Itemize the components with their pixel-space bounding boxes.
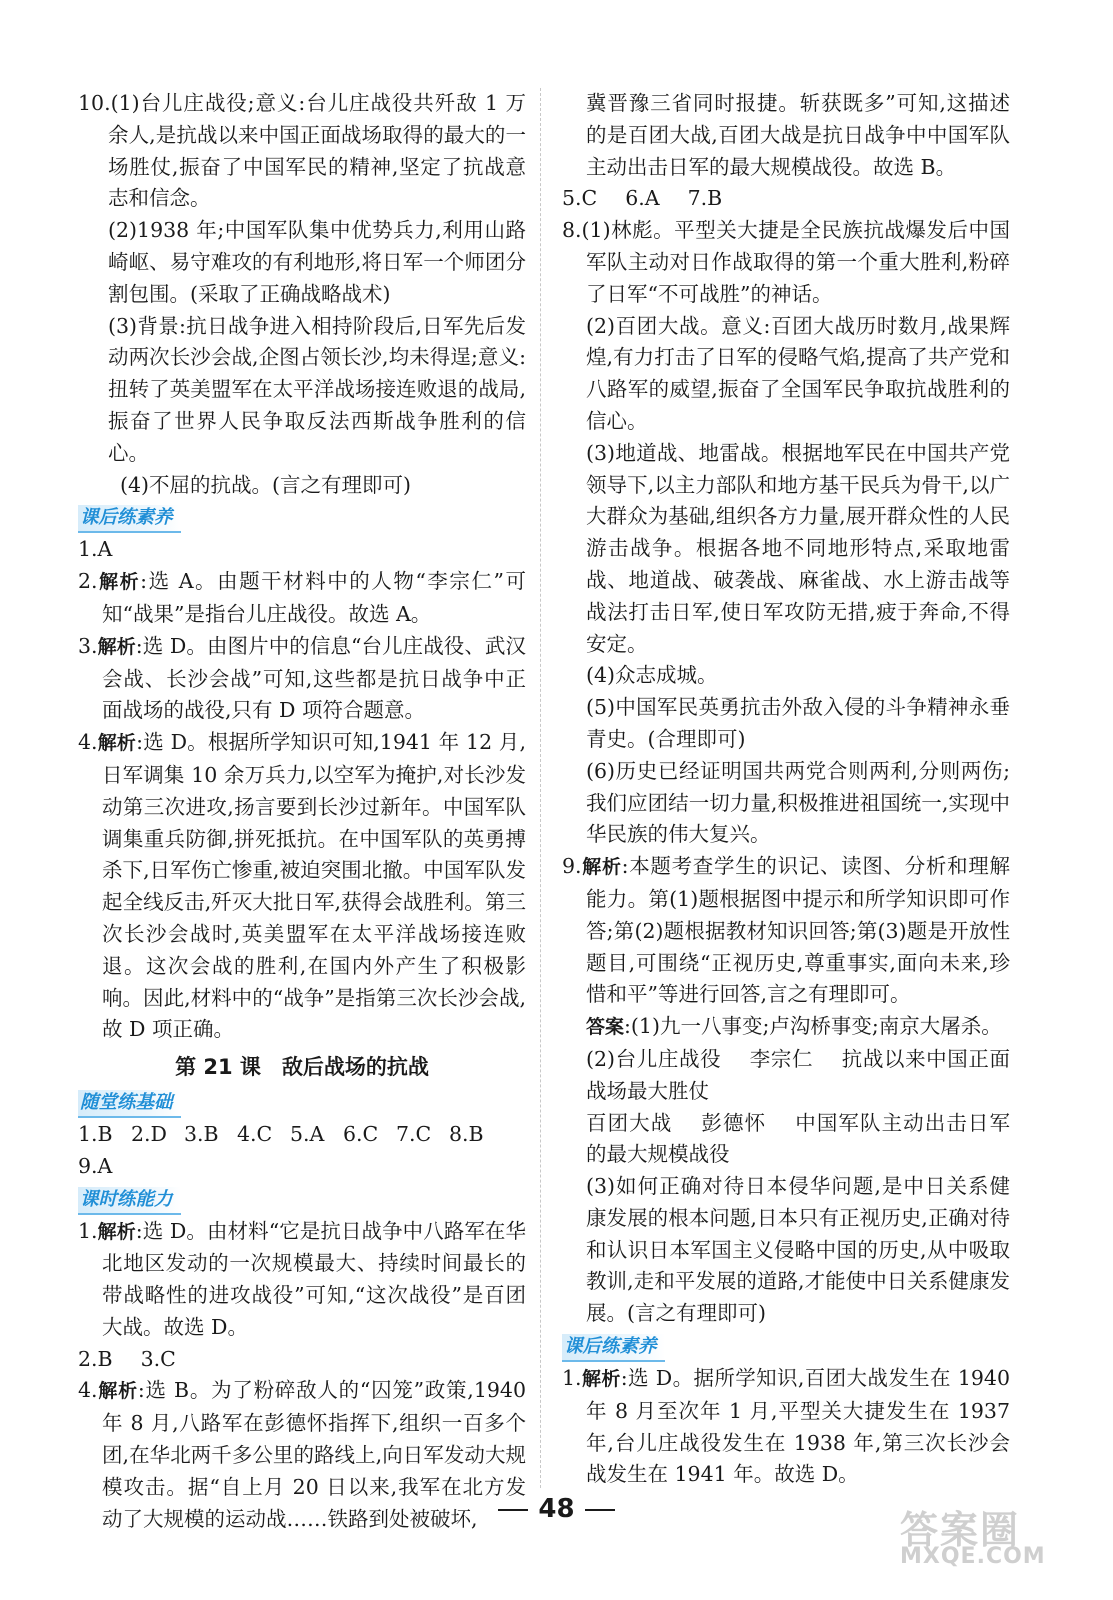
kehou-answer-3: [78, 631, 526, 727]
suitang-opt-5: 5.A: [290, 1121, 325, 1146]
keshi-answer-6: 6.A: [625, 186, 660, 211]
lesson-title: 第 21 课 敌后战场的抗战: [175, 1055, 429, 1080]
analysis-text: :选 B。为了粉碎敌人的“囚笼”政策,1940 年 8 月,八路军在彭德怀指挥下,组织一百多个团,在华北两千多公里的路线上,向日军发动大规模攻击。据“自上月 20 日以来,我军在北方发动了大规模的运动战……铁路到处被破坏,: [102, 1378, 526, 1531]
page-number-text: 48: [538, 1494, 575, 1524]
battle-significance: 抗战以来中国正面战场最大胜仗: [586, 1046, 1011, 1103]
answer-num: 1.: [78, 1218, 98, 1243]
q9-answer-3: [562, 1108, 1010, 1172]
suitang-answers: [78, 1119, 526, 1151]
analysis-label: 解析: [581, 1368, 621, 1391]
analysis-label: 解析: [97, 732, 137, 755]
section-header-kehou: 课后练素养: [78, 505, 181, 533]
watermark-logo-text: 答案圈: [900, 1508, 1021, 1552]
kehou-answer-1: 1.A: [78, 537, 113, 562]
q8-part1: 8.(1)林彪。平型关大捷是全民族抗战爆发后中国军队主动对日作战取得的第一个重大胜利,粉碎了日军“不可战胜”的神话。: [562, 218, 1010, 306]
q8-part3: (3)地道战、地雷战。根据地军民在中国共产党领导下,以主力部队和地方基干民兵为骨干,以广大群众为基础,组织各方力量,展开群众性的人民游击战争。根据各地不同地形特点,采取地雷战、地道战、破袭战、麻雀战、水上游击战等战法打击日军,使日军攻防无措,疲于奔命,不得安定。: [586, 440, 1010, 656]
suitang-answer-9: 9.A: [78, 1153, 113, 1178]
suitang-opt-6: 6.C: [343, 1121, 379, 1146]
analysis-label: 解析: [97, 1380, 138, 1403]
q10-part3: (3)背景:抗日战争进入相持阶段后,日军先后发动两次长沙会战,企图占领长沙,均未得逞;意义:扭转了英美盟军在太平洋战场接连败退的战局,振奋了世界人民争取反法西斯战争胜利的信心。: [108, 313, 526, 465]
analysis-label: 解析: [97, 635, 136, 658]
analysis-label: 解析: [97, 571, 141, 594]
q10-part4: (4)不屈的抗战。(言之有理即可): [120, 472, 412, 497]
q9-answer-2: [562, 1044, 1010, 1108]
q9-answer-4: (3)如何正确对待日本侵华问题,是中日关系健康发展的根本问题,日本只有正视历史,正确对待和认识日本军国主义侵略中国的历史,从中吸取教训,走和平发展的道路,才能使中日关系健康发展。(言之有理即可): [586, 1174, 1010, 1326]
keshi-answer-2: 2.B: [78, 1346, 113, 1371]
q8-part2: (2)百团大战。意义:百团大战历时数月,战果辉煌,有力打击了日军的侵略气焰,提高了共产党和八路军的威望,振奋了全国军民争取抗战胜利的信心。: [586, 313, 1010, 433]
column-divider: [540, 88, 541, 1488]
analysis-text: :选 D。由材料“它是抗日战争中八路军在华北地区发动的一次规模最大、持续时间最长的带战略性的进攻战役”可知,“这次战役”是百团大战。故选 D。: [102, 1218, 526, 1339]
q9-analysis: [562, 851, 1010, 1011]
answer-num: 2.: [78, 569, 98, 594]
right-column: [562, 88, 1010, 1491]
watermark-url: MXQE.COM: [900, 1543, 1046, 1569]
suitang-opt-4: 4.C: [237, 1121, 273, 1146]
kehou-right-answer-1: [562, 1363, 1010, 1491]
watermark-logo: [900, 1508, 1105, 1595]
keshi-answer-5: 5.C: [562, 186, 598, 211]
analysis-label: 解析: [97, 1220, 136, 1243]
q8-part6: (6)历史已经证明国共两党合则两利,分则两伤;我们应团结一切力量,积极推进祖国统一,实现中华民族的伟大复兴。: [586, 758, 1010, 847]
suitang-opt-8: 8.B: [449, 1121, 484, 1146]
kehou-answer-2: [78, 566, 526, 631]
q9-answer-1: [562, 1011, 1010, 1044]
left-column: [78, 88, 526, 1535]
section-header-kehou-right: 课后练素养: [562, 1334, 665, 1362]
analysis-text: :选 A。由题干材料中的人物“李宗仁”可知“战果”是指台儿庄战役。故选 A。: [102, 569, 526, 626]
suitang-opt-1: 1.B: [78, 1121, 113, 1146]
keshi-answers-2-3: [78, 1344, 526, 1376]
suitang-opt-7: 7.C: [396, 1121, 432, 1146]
answer-text: :(1)九一八事变;卢沟桥事变;南京大屠杀。: [624, 1014, 1002, 1039]
analysis-text: :选 D。由图片中的信息“台儿庄战役、武汉会战、长沙会战”可知,这些都是抗日战争中正面战场的战役,只有 D 项符合题意。: [102, 633, 526, 723]
kehou-answer-4: [78, 727, 526, 1046]
answer-num: 9.: [562, 854, 582, 879]
analysis-text: :本题考查学生的识记、读图、分析和理解能力。第(1)题根据图中提示和所学知识即可作答;第(2)题根据教材知识回答;第(3)题是开放性题目,可围绕“正视历史,尊重事实,面向未来,珍惜和平”等进行回答,言之有理即可。: [586, 854, 1010, 1007]
q10-part1: 10.(1)台儿庄战役;意义:台儿庄战役共歼敌 1 万余人,是抗战以来中国正面战场取得的最大的一场胜仗,振奋了中国军民的精神,坚定了抗战意志和信念。: [78, 91, 526, 211]
answer-num: 3.: [78, 633, 98, 658]
keshi-answer-1: [78, 1216, 526, 1344]
commander-name: 彭德怀: [700, 1110, 767, 1135]
suitang-opt-2: 2.D: [131, 1121, 167, 1146]
keshi-answers-5-7: [562, 183, 1010, 215]
battle-name: 百团大战: [586, 1110, 673, 1135]
keshi-answer-4-continued: 冀晋豫三省同时报捷。斩获既多”可知,这描述的是百团大战,百团大战是抗日战争中中国军队主动出击日军的最大规模战役。故选 B。: [586, 91, 1010, 179]
answer-label: 答案: [586, 1016, 625, 1039]
analysis-text: :选 D。据所学知识,百团大战发生在 1940 年 8 月至次年 1 月,平型关大捷发生在 1937 年,台儿庄战役发生在 1938 年,第三次长沙会战发生在 1941 年。故选 D。: [586, 1366, 1010, 1487]
analysis-label: 解析: [581, 856, 622, 879]
suitang-opt-3: 3.B: [184, 1121, 219, 1146]
answer-num: 4.: [78, 730, 98, 755]
commander-name: 李宗仁: [749, 1046, 814, 1071]
q8-part5: (5)中国军民英勇抗击外敌入侵的斗争精神永垂青史。(合理即可): [586, 695, 1010, 751]
analysis-text: :选 D。根据所学知识可知,1941 年 12 月,日军调集 10 余万兵力,以空军为掩护,对长沙发动第三次进攻,扬言要到长沙过新年。中国军队调集重兵防御,拼死抵抗。在中国军队的英勇搏杀下,日军伤亡惨重,被迫突围北撤。中国军队发起全线反击,歼灭大批日军,获得会战胜利。第三次长沙会战时,英美盟军在太平洋战场接连败退。这次会战的胜利,在国内外产生了积极影响。因此,材料中的“战争”是指第三次长沙会战,故 D 项正确。: [102, 730, 526, 1042]
q10-part2: (2)1938 年;中国军队集中优势兵力,利用山路崎岖、易守难攻的有利地形,将日军一个师团分割包围。(采取了正确战略战术): [108, 218, 526, 306]
q8-part4: (4)众志成城。: [586, 663, 718, 688]
keshi-answer-3: 3.C: [140, 1346, 176, 1371]
battle-name: (2)台儿庄战役: [586, 1046, 722, 1071]
battle-significance: 中国军队主动出击日军的最大规模战役: [586, 1110, 1011, 1167]
answer-num: 1.: [562, 1366, 582, 1391]
answer-num: 4.: [78, 1378, 98, 1403]
section-header-keshi: 课时练能力: [78, 1187, 181, 1215]
keshi-answer-7: 7.B: [687, 186, 723, 211]
section-header-suitang: 随堂练基础: [78, 1090, 181, 1118]
